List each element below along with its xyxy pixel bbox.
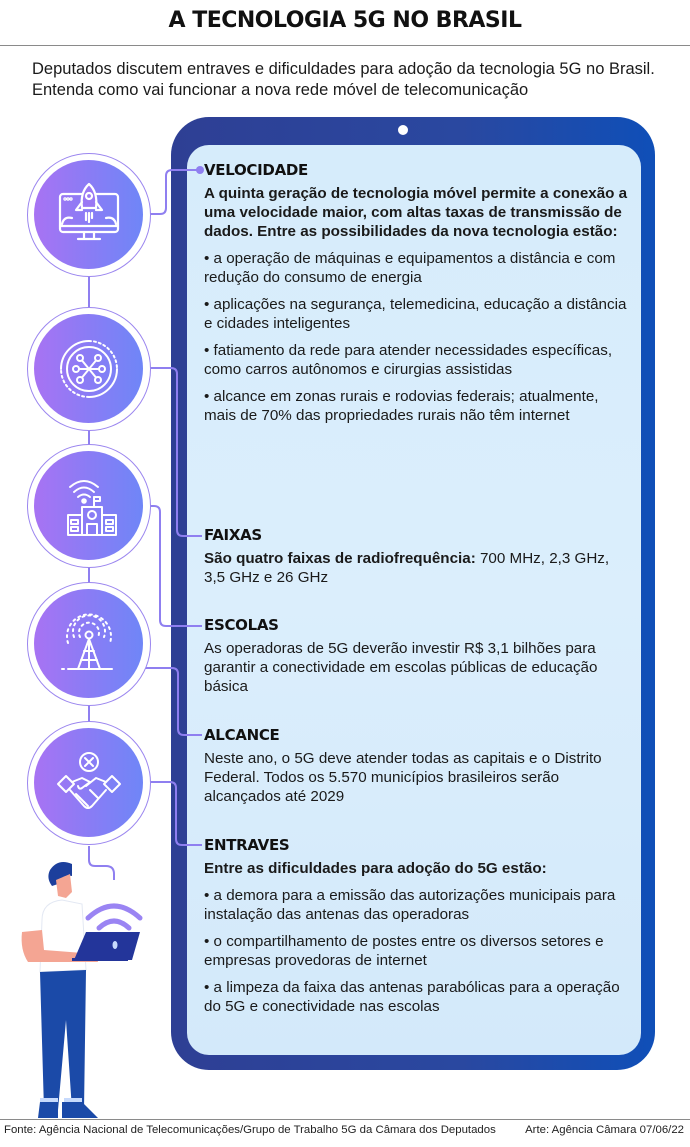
section-text: As operadoras de 5G deverão investir R$ 3,1 bilhões para garantir a conectividade em escolas públicas de educação básica — [204, 640, 598, 695]
section-title: FAIXAS — [204, 526, 262, 544]
list-item: • alcance em zonas rurais e rodovias federais; atualmente, mais de 70% das propriedades rurais não têm internet — [204, 388, 599, 424]
icon-circle-velocidade — [27, 153, 151, 277]
phone-camera-dot — [398, 125, 408, 135]
section-alcance — [204, 726, 634, 806]
section-title: ESCOLAS — [204, 616, 279, 634]
section-title: VELOCIDADE — [204, 161, 308, 179]
section-text: Neste ano, o 5G deve atender todas as capitais e o Distrito Federal. Todos os 5.570 municípios brasileiros serão alcançados até 2029 — [204, 750, 602, 805]
section-faixas — [204, 526, 634, 587]
frequency-list: 700 MHz, 2,3 GHz, 3,5 GHz e 26 GHz — [204, 550, 610, 586]
section-velocidade — [204, 161, 634, 425]
school-wifi-icon — [54, 471, 124, 541]
list-item: • fatiamento da rede para atender necessidades específicas, como carros autônomos e cirurgias assistidas — [204, 342, 613, 378]
section-title: ALCANCE — [204, 726, 280, 744]
section-title: ENTRAVES — [204, 836, 290, 854]
footer-divider — [0, 1119, 690, 1120]
antenna-tower-icon — [54, 609, 124, 679]
rocket-monitor-icon — [54, 180, 124, 250]
icon-circle-entraves — [27, 721, 151, 845]
section-lead: A quinta geração de tecnologia móvel permite a conexão a uma velocidade maior, com altas taxas de transmissão de dados. Entre as possibilidades da nova tecnologia estão: — [204, 185, 628, 240]
icon-circle-escolas — [27, 444, 151, 568]
title-divider — [0, 45, 690, 46]
subtitle: Deputados discutem entraves e dificuldades para adoção da tecnologia 5G no Brasil. Entenda como vai funcionar a nova rede móvel de telecomunicação — [32, 60, 655, 99]
icon-circle-faixas — [27, 307, 151, 431]
page-title: A TECNOLOGIA 5G NO BRASIL — [168, 8, 522, 33]
section-entraves — [204, 836, 634, 1016]
footer-credit: Arte: Agência Câmara 07/06/22 — [525, 1124, 684, 1136]
section-text — [204, 549, 634, 587]
network-nodes-icon — [54, 334, 124, 404]
section-lead: São quatro faixas de radiofrequência: — [204, 550, 476, 567]
list-item: • a demora para a emissão das autorizações municipais para instalação das antenas das operadoras — [204, 887, 616, 923]
list-item: • a operação de máquinas e equipamentos a distância e com redução do consumo de energia — [204, 250, 616, 286]
icon-circle-alcance — [27, 582, 151, 706]
section-lead: Entre as dificuldades para adoção do 5G estão: — [204, 860, 547, 877]
section-escolas — [204, 616, 634, 696]
person-with-laptop-illustration — [0, 850, 200, 1120]
list-item: • o compartilhamento de postes entre os diversos setores e empresas provedoras de internet — [204, 933, 604, 969]
list-item: • aplicações na segurança, telemedicina, educação a distância e cidades inteligentes — [204, 296, 627, 332]
footer-source: Fonte: Agência Nacional de Telecomunicações/Grupo de Trabalho 5G da Câmara dos Deputados — [4, 1124, 496, 1136]
list-item: • a limpeza da faixa das antenas parabólicas para a operação do 5G e conectividade nas escolas — [204, 979, 620, 1015]
handshake-cancel-icon — [54, 748, 124, 818]
